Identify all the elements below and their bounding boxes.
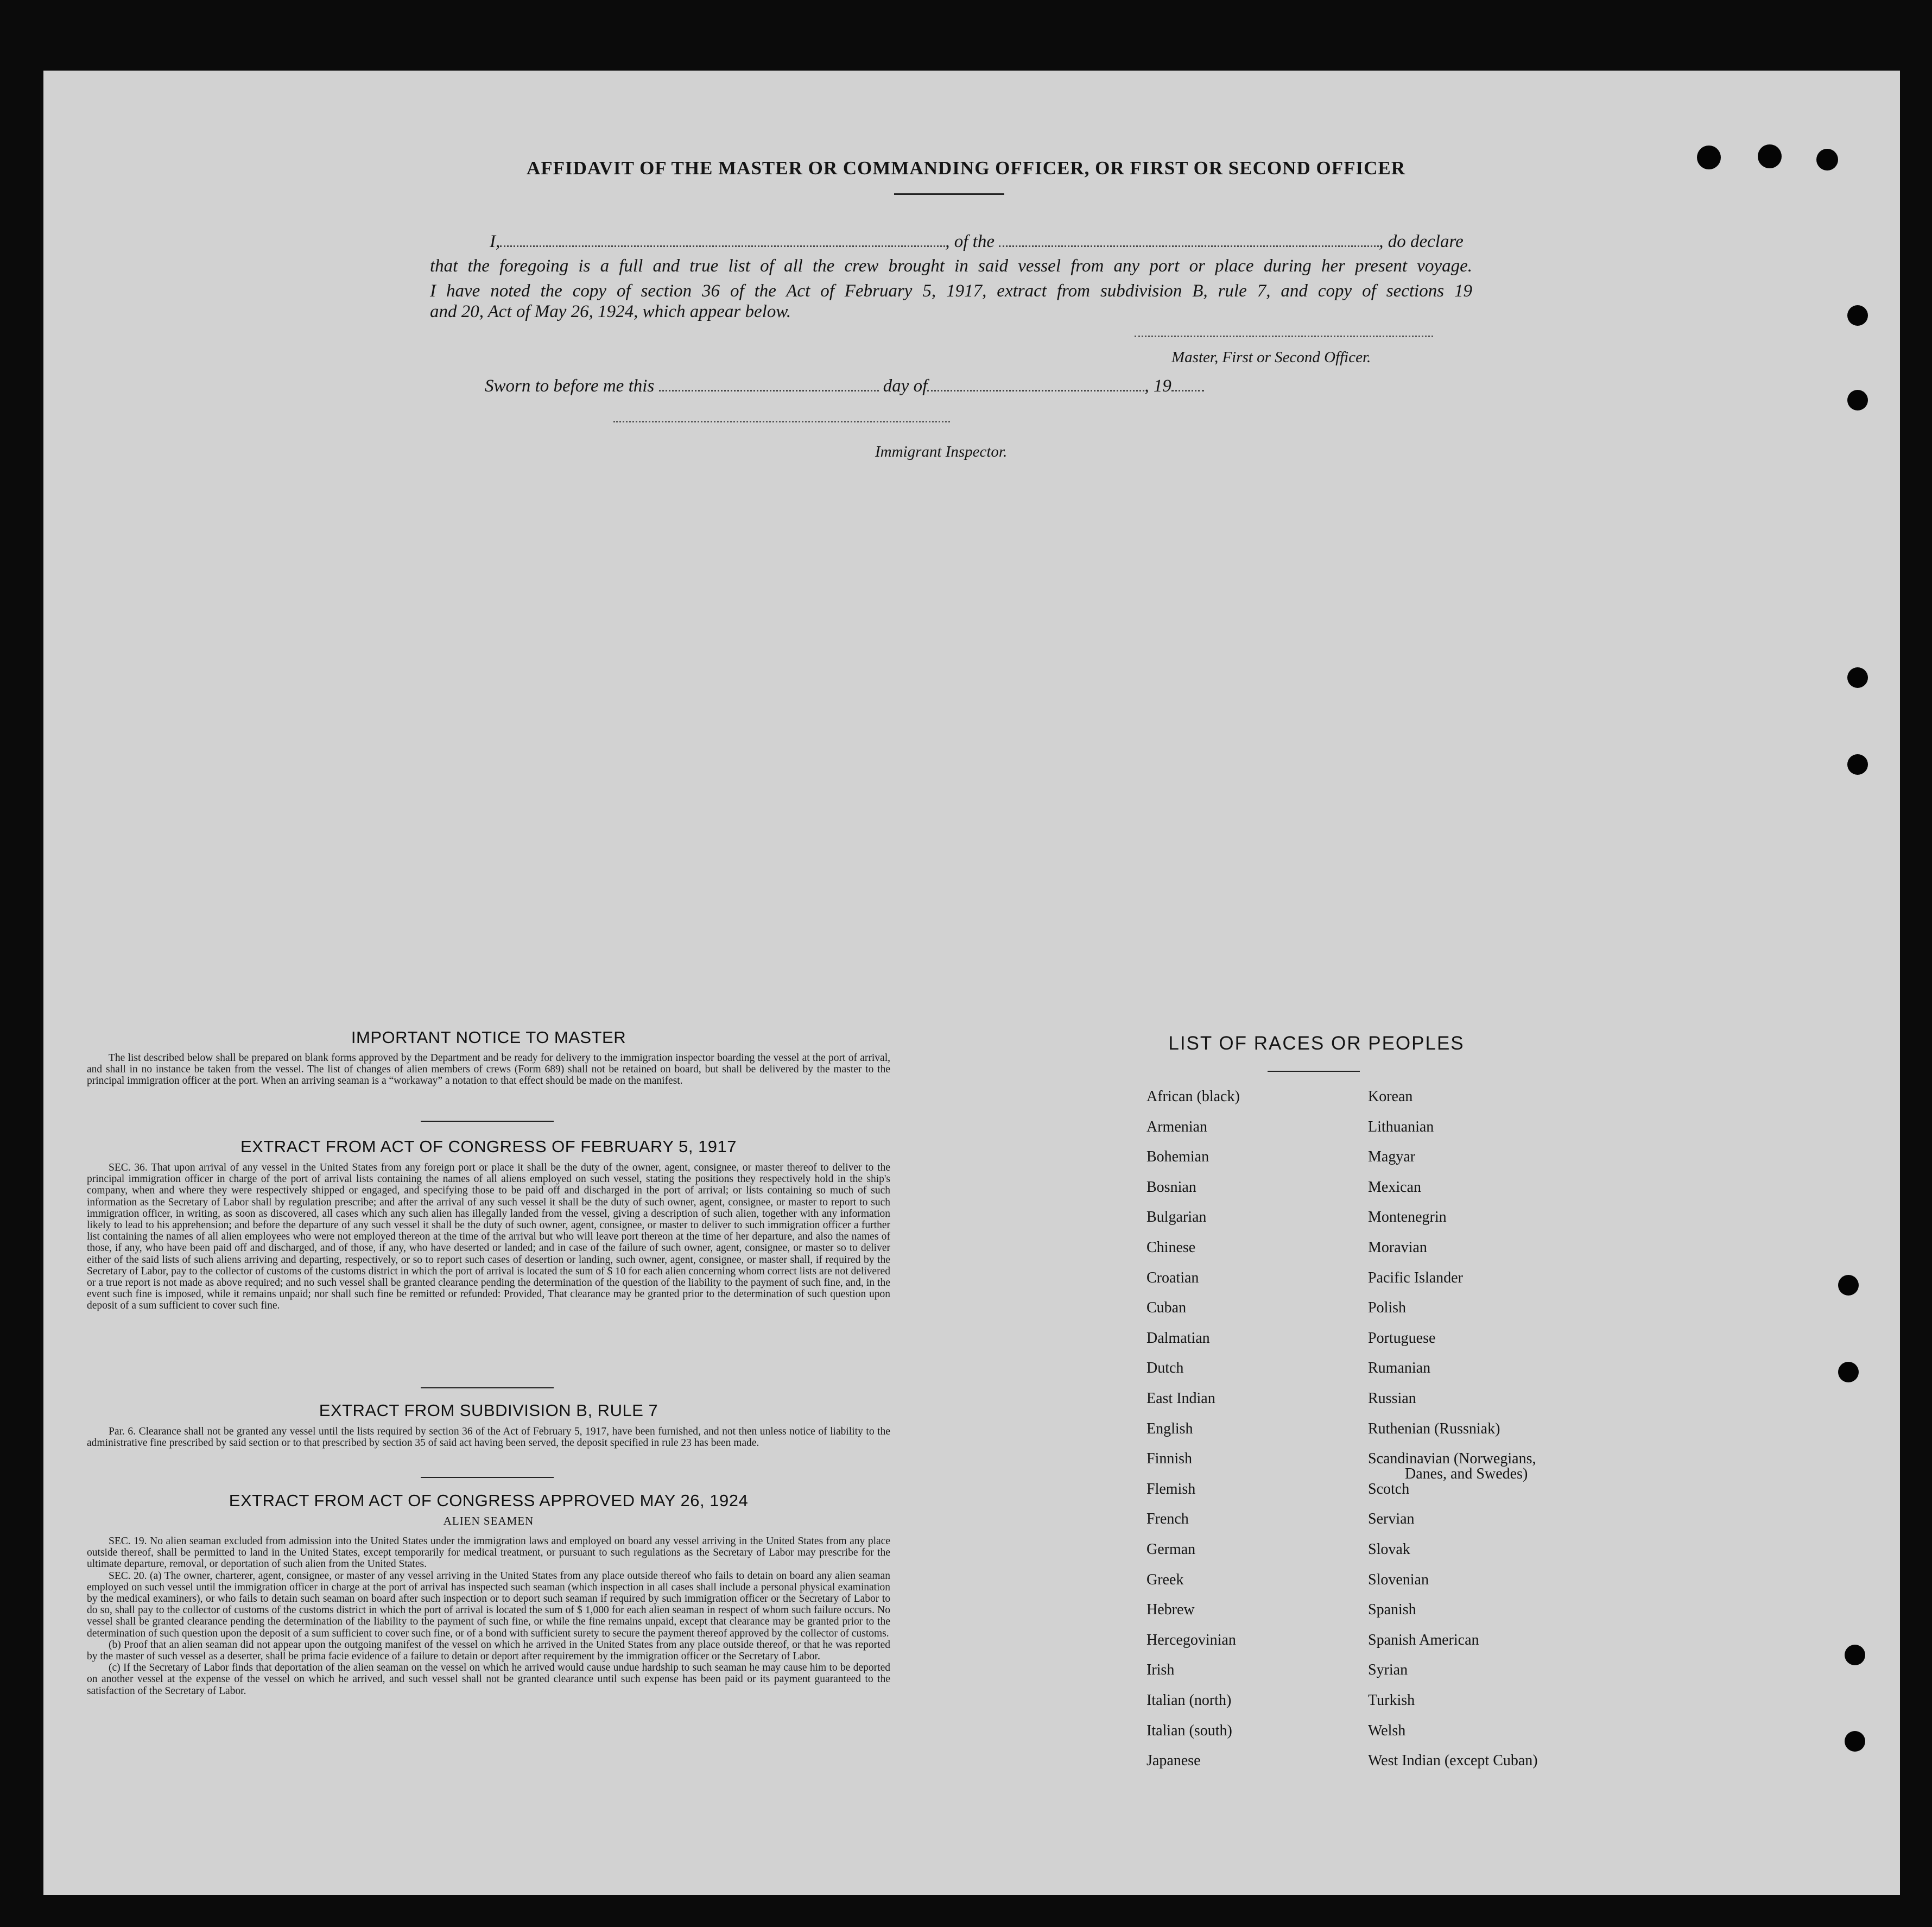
section-divider — [421, 1477, 554, 1478]
year-blank[interactable] — [1171, 375, 1204, 391]
punch-hole — [1845, 1645, 1865, 1665]
signature-line[interactable] — [1135, 336, 1433, 337]
race-item: Russian — [1368, 1390, 1416, 1407]
race-item: West Indian (except Cuban) — [1368, 1752, 1538, 1770]
race-item: Danes, and Swedes) — [1405, 1465, 1528, 1483]
affidavit-declare-label: , do declare — [1379, 232, 1464, 251]
race-item: Korean — [1368, 1088, 1413, 1105]
race-item: French — [1146, 1511, 1189, 1528]
notice-text: The list described below shall be prepared on blank forms approved by the Department and be ready for delivery to the immigration inspector boarding the vessel at the port of arrival, and shall in no instance be taken from the vessel. The list of changes of alien members of crews (Form 689) shall not be retained on board, but shall be delivered by the master to the principal immigration officer at the port. When an arriving seaman is a “workaway” a notation to that effect should be made on the manifest. — [87, 1052, 890, 1087]
punch-hole — [1847, 390, 1868, 410]
race-item: Dutch — [1146, 1360, 1184, 1377]
race-item: German — [1146, 1541, 1196, 1558]
inspector-signature-line[interactable] — [613, 421, 950, 422]
notice-title: IMPORTANT NOTICE TO MASTER — [351, 1028, 626, 1047]
race-item: Dalmatian — [1146, 1329, 1210, 1347]
extract-1917-title: EXTRACT FROM ACT OF CONGRESS OF FEBRUARY 5, 1917 — [240, 1137, 737, 1156]
race-item: Bohemian — [1146, 1148, 1209, 1166]
race-item: English — [1146, 1420, 1193, 1437]
affidavit-of-label: , of the — [945, 232, 994, 251]
extract-1917-text: SEC. 36. That upon arrival of any vessel in the United States from any foreign port or place it shall be the duty of the owner, agent, consignee, or master thereof to deliver to the principal immigration officer in charge of the port of arrival lists containing the names of all aliens employed on such vessel, stating the positions they respectively hold in the ship's company, when and where they were respectively shipped or engaged, and specifying those to be paid off and discharged in the port of arrival; or lists containing so much of such information as the Secretary of Labor shall by regulation prescribe; and after the arrival of any such vessel it shall be the duty of such owner, agent, consignee, or master to report to such immigration officer, in writing, as soon as discovered, all cases which any such alien has illegally landed from the vessel, giving a description of such alien, together with any information likely to lead to his apprehension; and before the departure of any such vessel it shall be the duty of such owner, agent, consignee, or master to deliver to such immigration officer a further list containing the names of all alien employees who were not employed thereon at the time of the arrival but who will leave port thereon at the time of her departure, and also the names of those, if any, who have been paid off and discharged, and of those, if any, who have deserted or landed; and in case of the failure of such owner, agent, consignee, or master so to deliver either of the said lists of such aliens arriving and departing, respectively, or so to report such cases of desertion or landing, such owner, agent, consignee, or master shall, if required by the Secretary of Labor, pay to the collector of customs of the customs district in which the port of arrival is located the sum of $ 10 for each alien concerning whom correct lists are not delivered or a true report is not made as above required; and no such vessel shall be granted clearance pending the determination of the question of the liability to the payment of such fine, and, in the event such fine is imposed, while it remains unpaid; nor shall such fine be remitted or refunded: Provided, That clearance may be granted prior to the determination of such question upon deposit of a sum sufficient to cover such fine. — [87, 1162, 890, 1312]
sworn-month-blank[interactable] — [927, 375, 1144, 391]
sec-20b-text: (b) Proof that an alien seaman did not appear upon the outgoing manifest of the vessel on which he arrived in the United States from any place outside thereof, or that he was reported by the master of such vessel as a deserter, shall be prima facie evidence of a failure to detain or deport after requirement by the immigration officer or the Secretary of Labor. — [87, 1639, 890, 1663]
race-item: Chinese — [1146, 1239, 1196, 1256]
race-item: Pacific Islander — [1368, 1269, 1463, 1286]
inspector-label: Immigrant Inspector. — [875, 443, 1008, 460]
race-item: Slovenian — [1368, 1571, 1429, 1588]
title-divider — [894, 193, 1004, 195]
sec-20c-text: (c) If the Secretary of Labor finds that deportation of the alien seaman on the vessel on which he arrived would cause undue hardship to such seaman he may cause him to be deported on another vessel at the expense of the vessel on which he arrived, and such vessel shall not be granted clearance until such expense has been paid or its payment guaranteed to the satisfaction of the Secretary of Labor. — [87, 1662, 890, 1697]
sec-19-text: SEC. 19. No alien seaman excluded from admission into the United States under the immigration laws and employed on board any vessel arriving in the United States from any place outside thereof, shall be permitted to land in the United States, except temporarily for medical treatment, or pursuant to such regulations as the Secretary of Labor may prescribe for the ultimate departure, removal, or deportation of such alien from the United States. — [87, 1536, 890, 1570]
races-divider — [1268, 1071, 1360, 1072]
punch-hole — [1838, 1362, 1859, 1382]
punch-hole — [1845, 1731, 1865, 1752]
race-item: Syrian — [1368, 1661, 1408, 1679]
race-item: Croatian — [1146, 1269, 1199, 1286]
race-item: Armenian — [1146, 1118, 1207, 1135]
rule-7-text: Par. 6. Clearance shall not be granted any vessel until the lists required by section 36 of the Act of February 5, 1917, have been furnished, and not then unless notice of liability to the administrative fine prescribed by said section or to that prescribed by section 35 of said act having been served, the deposit specified in rule 23 has been made. — [87, 1426, 890, 1449]
race-item: African (black) — [1146, 1088, 1240, 1105]
extract-1924-title: EXTRACT FROM ACT OF CONGRESS APPROVED MAY 26, 1924 — [229, 1491, 749, 1510]
punch-hole — [1847, 305, 1868, 326]
races-title: LIST OF RACES OR PEOPLES — [1168, 1033, 1465, 1054]
sec-20a-text: SEC. 20. (a) The owner, charterer, agent, consignee, or master of any vessel arriving in the United States from any place outside thereof who fails to detain on board any alien seaman employed on such vessel until the immigration officer in charge at the port of arrival has inspected such seaman (which inspection in all cases shall include a personal physical examination by the medical examiners), or who fails to detain such seaman on board after such inspection or to deport such seaman if required by such immigration officer or the Secretary of Labor to do so, shall pay to the collector of customs of the customs district in which the port of arrival is located the sum of $ 1,000 for each alien seaman in respect of whom such failure occurs. No vessel shall be granted clearance pending the determination of the liability to the payment of such fine, or while the fine remains unpaid, except that clearance may be granted prior to the determination of such question upon the deposit of a sum sufficient to cover such fine, or of a bond with sufficient surety to secure the payment thereof approved by the collector of customs. — [87, 1570, 890, 1639]
race-item: Turkish — [1368, 1692, 1415, 1709]
race-item: Italian (north) — [1146, 1692, 1232, 1709]
sworn-day-blank[interactable] — [659, 375, 879, 391]
race-item: Spanish — [1368, 1601, 1416, 1619]
race-item: Cuban — [1146, 1299, 1187, 1317]
race-item: Magyar — [1368, 1148, 1416, 1166]
race-item: Polish — [1368, 1299, 1407, 1317]
race-item: Spanish American — [1368, 1631, 1479, 1648]
year-label: , 19 — [1144, 376, 1171, 396]
race-item: Lithuanian — [1368, 1118, 1434, 1135]
race-item: Rumanian — [1368, 1360, 1431, 1377]
sworn-line — [485, 375, 1204, 396]
affidavit-title: AFFIDAVIT OF THE MASTER OR COMMANDING OFFICER, OR FIRST OR SECOND OFFICER — [527, 157, 1405, 179]
race-item: Montenegrin — [1368, 1209, 1447, 1226]
day-of-label: day of — [883, 376, 928, 396]
race-item: Bosnian — [1146, 1178, 1196, 1196]
race-item: Scotch — [1368, 1480, 1410, 1498]
race-item: Mexican — [1368, 1178, 1421, 1196]
race-item: Greek — [1146, 1571, 1184, 1588]
affidavit-line-3: I have noted the copy of section 36 of the Act of February 5, 1917, extract from subdivision B, rule 7, and copy of sections 19 — [430, 281, 1472, 301]
race-item: Portuguese — [1368, 1329, 1436, 1347]
punch-hole — [1847, 754, 1868, 775]
race-item: Japanese — [1146, 1752, 1201, 1770]
punch-hole — [1838, 1275, 1859, 1296]
race-item: Irish — [1146, 1661, 1175, 1679]
race-item: Hercegovinian — [1146, 1631, 1236, 1648]
race-item: Bulgarian — [1146, 1209, 1207, 1226]
punch-hole — [1847, 667, 1868, 688]
race-item: Scandinavian (Norwegians, — [1368, 1450, 1536, 1468]
race-item: Moravian — [1368, 1239, 1427, 1256]
sworn-label: Sworn to before me this — [485, 376, 655, 396]
affidavit-line-1 — [490, 230, 1464, 252]
vessel-blank[interactable] — [999, 230, 1379, 247]
race-item: Hebrew — [1146, 1601, 1195, 1619]
alien-seamen-subtitle: ALIEN SEAMEN — [443, 1514, 534, 1527]
race-item: East Indian — [1146, 1390, 1215, 1407]
rule-7-title: EXTRACT FROM SUBDIVISION B, RULE 7 — [319, 1401, 658, 1420]
race-item: Slovak — [1368, 1541, 1410, 1558]
affidavit-i-label: I, — [490, 232, 501, 251]
race-item: Servian — [1368, 1511, 1415, 1528]
race-item: Welsh — [1368, 1722, 1406, 1739]
race-item: Flemish — [1146, 1480, 1196, 1498]
affidavit-line-4: and 20, Act of May 26, 1924, which appear below. — [430, 302, 791, 321]
race-item: Ruthenian (Russniak) — [1368, 1420, 1500, 1437]
race-item: Finnish — [1146, 1450, 1193, 1468]
section-divider — [421, 1387, 554, 1388]
affidavit-line-2: that the foregoing is a full and true list of all the crew brought in said vessel from any port or place during her present voyage. — [430, 256, 1472, 276]
name-blank[interactable] — [500, 230, 945, 247]
extract-1924-text — [87, 1536, 890, 1697]
signature-label: Master, First or Second Officer. — [1171, 349, 1371, 366]
race-item: Italian (south) — [1146, 1722, 1232, 1739]
section-divider — [421, 1121, 554, 1122]
